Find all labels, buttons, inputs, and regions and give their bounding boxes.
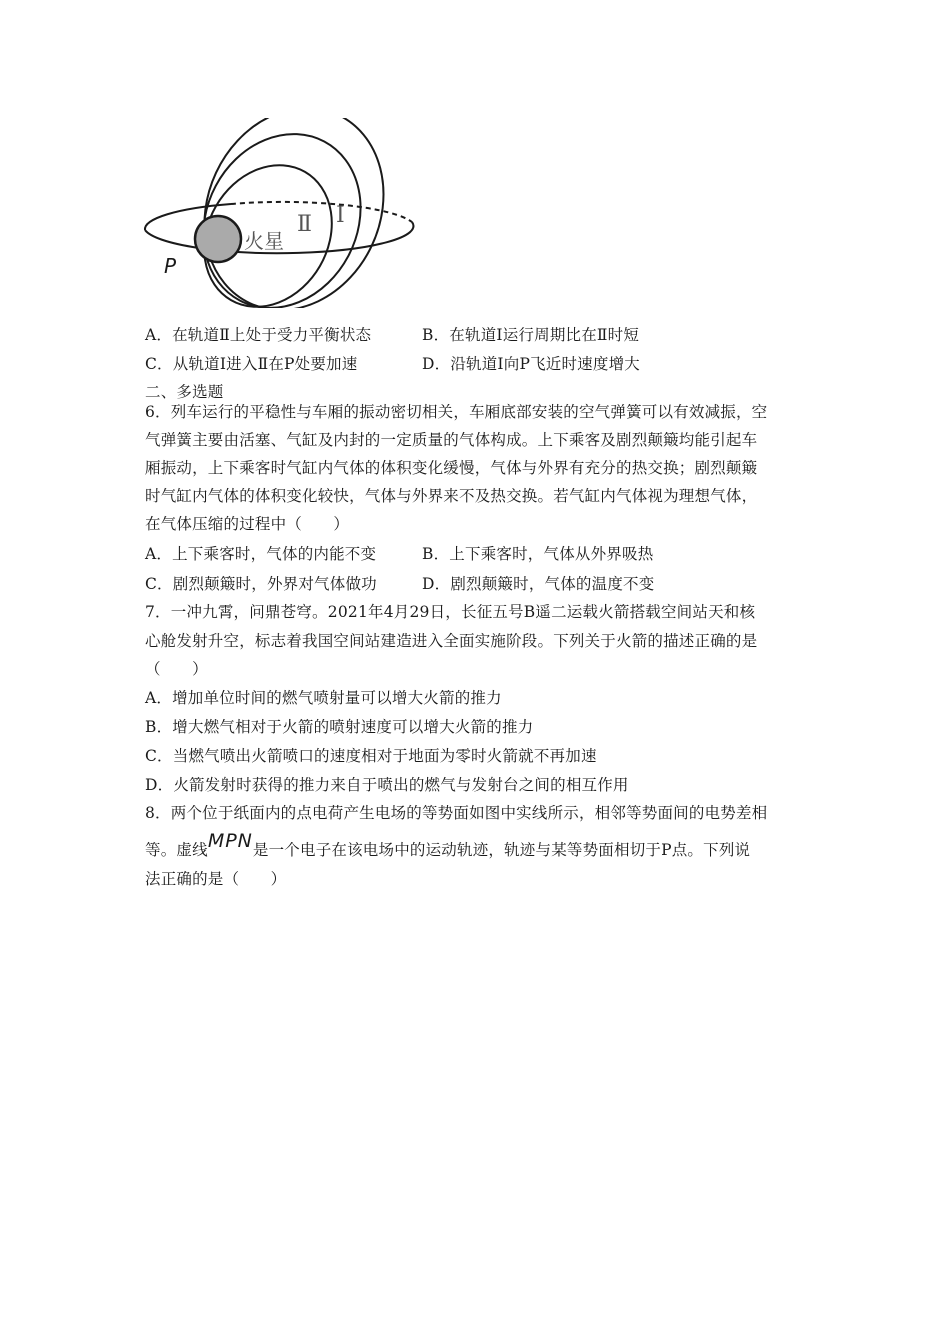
q5-option-d: D．沿轨道Ⅰ向P飞近时速度增大 xyxy=(422,355,640,373)
q8-line2-post: 是一个电子在该电场中的运动轨迹，轨迹与某等势面相切于P点。下列说 xyxy=(252,841,751,859)
orbit-outer xyxy=(172,118,416,308)
q6-stem-line-4: 时气缸内气体的体积变化较快，气体与外界来不及热交换。若气缸内气体视为理想气体， xyxy=(145,487,758,505)
q5-options-row-2 xyxy=(145,350,640,379)
point-label-p: P xyxy=(164,254,177,278)
q5-option-a: A．在轨道Ⅱ上处于受力平衡状态 xyxy=(145,326,372,344)
q8-stem-line-3: 法正确的是（ ） xyxy=(145,870,287,888)
mars-planet xyxy=(195,216,241,262)
planet-label: 火星 xyxy=(244,229,284,253)
q6-options-row-2 xyxy=(145,570,655,599)
q7-option-d: D．火箭发射时获得的推力来自于喷出的燃气与发射台之间的相互作用 xyxy=(145,776,629,794)
q7-option-a: A．增加单位时间的燃气喷射量可以增大火箭的推力 xyxy=(145,689,502,707)
q6-stem-line-2: 气弹簧主要由活塞、气缸及内封的一定质量的气体构成。上下乘客及剧烈颠簸均能引起车 xyxy=(145,431,758,449)
q6-options-row-1 xyxy=(145,540,654,569)
q7-stem-line-2: 心舱发射升空，标志着我国空间站建造进入全面实施阶段。下列关于火箭的描述正确的是 xyxy=(145,632,758,650)
q6-stem-line-1: 6．列车运行的平稳性与车厢的振动密切相关，车厢底部安装的空气弹簧可以有效减振，空 xyxy=(145,403,768,421)
q6-stem-line-5: 在气体压缩的过程中（ ） xyxy=(145,515,350,533)
q6-option-b: B．上下乘客时，气体从外界吸热 xyxy=(422,545,654,563)
orbit-label-1: Ⅰ xyxy=(336,203,345,228)
mars-orbit-figure xyxy=(140,118,420,308)
q6-stem-line-3: 厢振动，上下乘客时气缸内气体的体积变化缓慢，气体与外界有充分的热交换；剧烈颠簸 xyxy=(145,459,758,477)
q7-stem-line-1: 7．一冲九霄，问鼎苍穹。2021年4月29日，长征五号B遥二运载火箭搭载空间站天和核 xyxy=(145,603,756,621)
q5-option-c: C．从轨道Ⅰ进入Ⅱ在P处要加速 xyxy=(145,355,358,373)
q8-trajectory-mpn: MPN xyxy=(207,830,253,852)
q8-line2-pre: 等。虚线 xyxy=(145,841,208,859)
equatorial-ellipse-back-dashed xyxy=(231,202,412,222)
q6-option-c: C．剧烈颠簸时，外界对气体做功 xyxy=(145,575,377,593)
q8-stem-line-1: 8．两个位于纸面内的点电荷产生电场的等势面如图中实线所示，相邻等势面间的电势差相 xyxy=(145,804,768,822)
orbit-label-2: Ⅱ xyxy=(297,212,312,237)
q7-option-b: B．增大燃气相对于火箭的喷射速度可以增大火箭的推力 xyxy=(145,718,534,736)
section-title: 二、多选题 xyxy=(145,383,224,401)
orbit-1 xyxy=(174,118,391,308)
q5-option-b: B．在轨道Ⅰ运行周期比在Ⅱ时短 xyxy=(422,326,640,344)
q5-options-row-1 xyxy=(145,321,640,350)
q7-stem-line-3: （ ） xyxy=(145,660,208,678)
q7-option-c: C．当燃气喷出火箭喷口的速度相对于地面为零时火箭就不再加速 xyxy=(145,747,597,765)
q6-option-d: D．剧烈颠簸时，气体的温度不变 xyxy=(422,575,655,593)
q6-option-a: A．上下乘客时，气体的内能不变 xyxy=(145,545,377,563)
q8-stem-line-2 xyxy=(145,830,751,865)
